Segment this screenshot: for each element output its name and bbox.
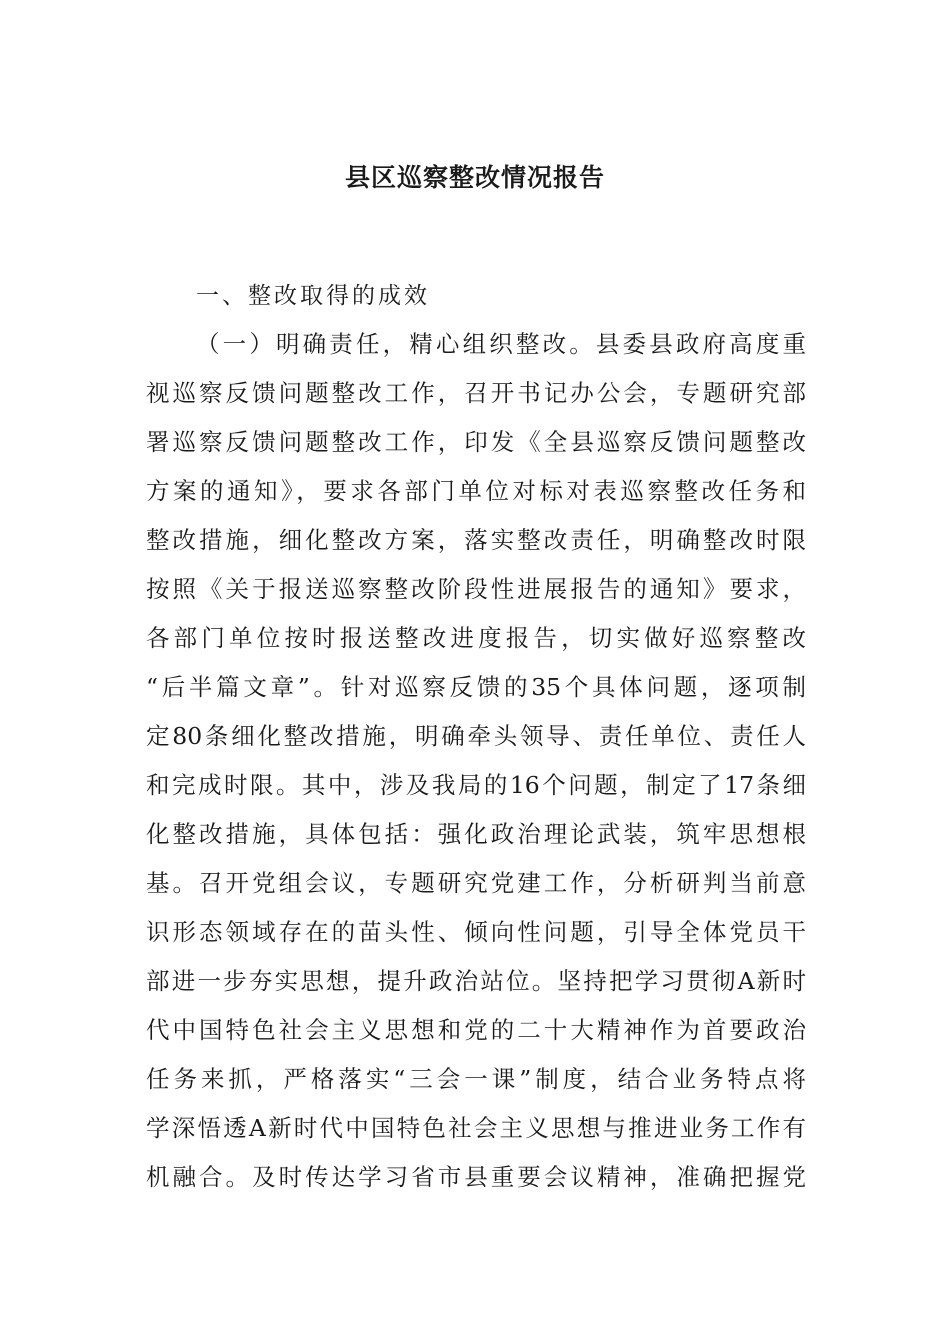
- paragraph-line: 署巡察反馈问题整改工作，印发《全县巡察反馈问题整改: [146, 428, 806, 456]
- paragraph-line: 机融合。及时传达学习省市县重要会议精神，准确把握党: [146, 1163, 806, 1191]
- section-heading: 一、整改取得的成效: [196, 283, 430, 309]
- paragraph-line: 和完成时限。其中，涉及我局的16个问题，制定了17条细: [146, 771, 806, 799]
- paragraph-line: 任务来抓，严格落实“三会一课”制度，结合业务特点将: [146, 1065, 806, 1093]
- paragraph-line: 整改措施，细化整改方案，落实整改责任，明确整改时限: [146, 526, 806, 554]
- paragraph-line: 按照《关于报送巡察整改阶段性进展报告的通知》要求，: [146, 575, 806, 603]
- paragraph-line: 定80条细化整改措施，明确牵头领导、责任单位、责任人: [146, 722, 806, 750]
- paragraph-line: 各部门单位按时报送整改进度报告，切实做好巡察整改: [146, 624, 806, 652]
- paragraph-line: “后半篇文章”。针对巡察反馈的35个具体问题，逐项制: [146, 673, 806, 701]
- paragraph-line: 视巡察反馈问题整改工作，召开书记办公会，专题研究部: [146, 379, 806, 407]
- paragraph-line: 化整改措施，具体包括：强化政治理论武装，筑牢思想根: [146, 820, 806, 848]
- paragraph-line: 代中国特色社会主义思想和党的二十大精神作为首要政治: [146, 1016, 806, 1044]
- document-title: 县区巡察整改情况报告: [344, 163, 605, 192]
- paragraph-line: 学深悟透A新时代中国特色社会主义思想与推进业务工作有: [146, 1114, 806, 1142]
- paragraph-line: 部进一步夯实思想，提升政治站位。坚持把学习贯彻A新时: [146, 967, 806, 995]
- paragraph-line: 识形态领域存在的苗头性、倾向性问题，引导全体党员干: [146, 918, 806, 946]
- paragraph-line: 方案的通知》，要求各部门单位对标对表巡察整改任务和: [146, 477, 806, 505]
- paragraph-line: （一）明确责任，精心组织整改。县委县政府高度重: [196, 330, 806, 358]
- paragraph-line: 基。召开党组会议，专题研究党建工作，分析研判当前意: [146, 869, 806, 897]
